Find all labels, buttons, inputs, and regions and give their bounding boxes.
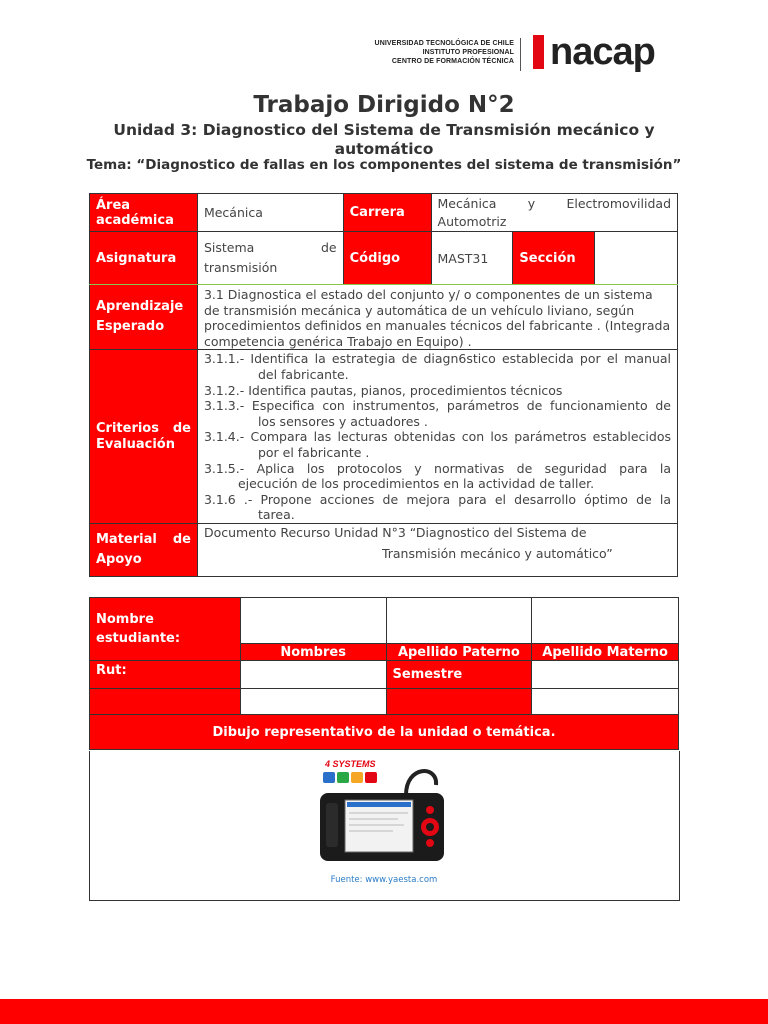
red-button: [426, 806, 434, 814]
apellido-paterno-input[interactable]: [386, 598, 532, 644]
institution-line: CENTRO DE FORMACIÓN TÉCNICA: [391, 58, 514, 65]
cable: [406, 771, 436, 795]
header-divider: [520, 38, 521, 71]
criterio-item: 3.1.1.- Identifica la estrategia de diagn6stico establecida por el manual: [203, 351, 671, 367]
material-line1: Documento Recurso Unidad N°3 “Diagnostico del Sistema de: [203, 524, 587, 540]
inacap-logo: [533, 33, 655, 71]
criterios-label: [90, 350, 198, 524]
criterio-item: 3.1.3.- Especifica con instrumentos, parámetros de funcionamiento de: [203, 398, 671, 414]
logo-mark: [533, 35, 544, 69]
info-table: [89, 193, 678, 577]
screen-bar: [347, 802, 411, 807]
empty-red-cell-2: [386, 689, 532, 715]
criterio-item-cont: tarea.: [257, 507, 295, 523]
institution-line: UNIVERSIDAD TECNOLÓGICA DE CHILE: [374, 40, 514, 47]
extra-input-2[interactable]: [532, 689, 679, 715]
semestre-input[interactable]: [532, 661, 679, 689]
nombre-label: Nombre estudiante:: [90, 598, 241, 661]
criterio-item: 3.1.5.- Aplica los protocolos y normativas de seguridad para la: [203, 460, 671, 476]
seccion-value: [595, 232, 678, 285]
criterio-item: 3.1.4.- Compara las lecturas obtenidas con los parámetros establecidos: [203, 429, 671, 445]
criterio-item: 3.1.2.- Identifica pautas, pianos, procedimientos técnicos: [203, 382, 563, 398]
red-button: [426, 839, 434, 847]
dpad-center: [426, 823, 434, 831]
app-icon: [337, 772, 349, 783]
tema-line: Tema: “Diagnostico de fallas en los componentes del sistema de transmisión”: [86, 157, 682, 173]
scanner-screen: [345, 800, 413, 852]
app-icon: [365, 772, 377, 783]
criterios-list: [197, 350, 677, 524]
logo-text: nacap: [550, 31, 655, 73]
material-line2: Transmisión mecánico y automático”: [381, 545, 613, 561]
institution-lines: [375, 39, 514, 66]
institution-line: INSTITUTO PROFESIONAL: [422, 49, 514, 56]
apellido-paterno-header: Apellido Paterno: [386, 644, 532, 661]
codigo-value: MAST31: [431, 232, 513, 285]
empty-red-cell: [90, 689, 241, 715]
carrera-value: Mecánica y Electromovilidad Automotriz: [431, 194, 677, 232]
nombres-header: Nombres: [240, 644, 386, 661]
diagnostic-scanner-image: [318, 755, 448, 867]
image-caption: Fuente: www.yaesta.com: [330, 875, 438, 885]
aprendizaje-value: 3.1 Diagnostica el estado del conjunto y/ o componentes de un sistema de transmisión mecánica y automática de un vehículo liviano, según procedimientos definidos en manuales técnicos del fabricante . (Integrada competencia genérica Trabajo en Equipo) .: [197, 285, 677, 350]
rut-input[interactable]: [240, 661, 386, 689]
criterio-item-cont: ejecución de los procedimientos en la actividad de taller.: [237, 476, 595, 492]
page-title: Trabajo Dirigido N°2: [253, 92, 515, 118]
student-table: [89, 597, 679, 750]
carrera-label: Carrera: [343, 194, 431, 232]
side-grip: [326, 803, 338, 847]
footer-bar: [0, 999, 768, 1024]
nombres-input[interactable]: [240, 598, 386, 644]
page-subtitle: Unidad 3: Diagnostico del Sistema de Transmisión mecánico y automático: [113, 121, 655, 158]
semestre-label: Semestre: [386, 661, 532, 689]
app-icon: [323, 772, 335, 783]
apellido-materno-header: Apellido Materno: [532, 644, 679, 661]
criterio-item-cont: los sensores y actuadores .: [257, 413, 428, 429]
criterio-item-cont: por el fabricante .: [257, 444, 370, 460]
rut-label: Rut:: [90, 661, 241, 689]
asignatura-value: Sistema de transmisión: [197, 232, 343, 285]
material-label-text: Material de Apoyo: [96, 531, 191, 567]
brand-text: 4 SYSTEMS: [325, 759, 376, 769]
asignatura-label: Asignatura: [90, 232, 198, 285]
codigo-label: Código: [343, 232, 431, 285]
material-label: [90, 523, 198, 576]
criterio-item-cont: del fabricante.: [257, 366, 349, 382]
aprendizaje-label: Aprendizaje Esperado: [90, 285, 198, 350]
app-icon: [351, 772, 363, 783]
material-value: [197, 523, 677, 576]
criterio-item: 3.1.6 .- Propone acciones de mejora para el desarrollo óptimo de la: [203, 491, 671, 507]
seccion-label: Sección: [513, 232, 595, 285]
area-value: Mecánica: [197, 194, 343, 232]
apellido-materno-input[interactable]: [532, 598, 679, 644]
extra-input-1[interactable]: [240, 689, 386, 715]
dibujo-label: Dibujo representativo de la unidad o temática.: [90, 715, 679, 750]
area-label: Área académica: [90, 194, 198, 232]
criterios-label-text: Criterios de Evaluación: [96, 420, 191, 452]
